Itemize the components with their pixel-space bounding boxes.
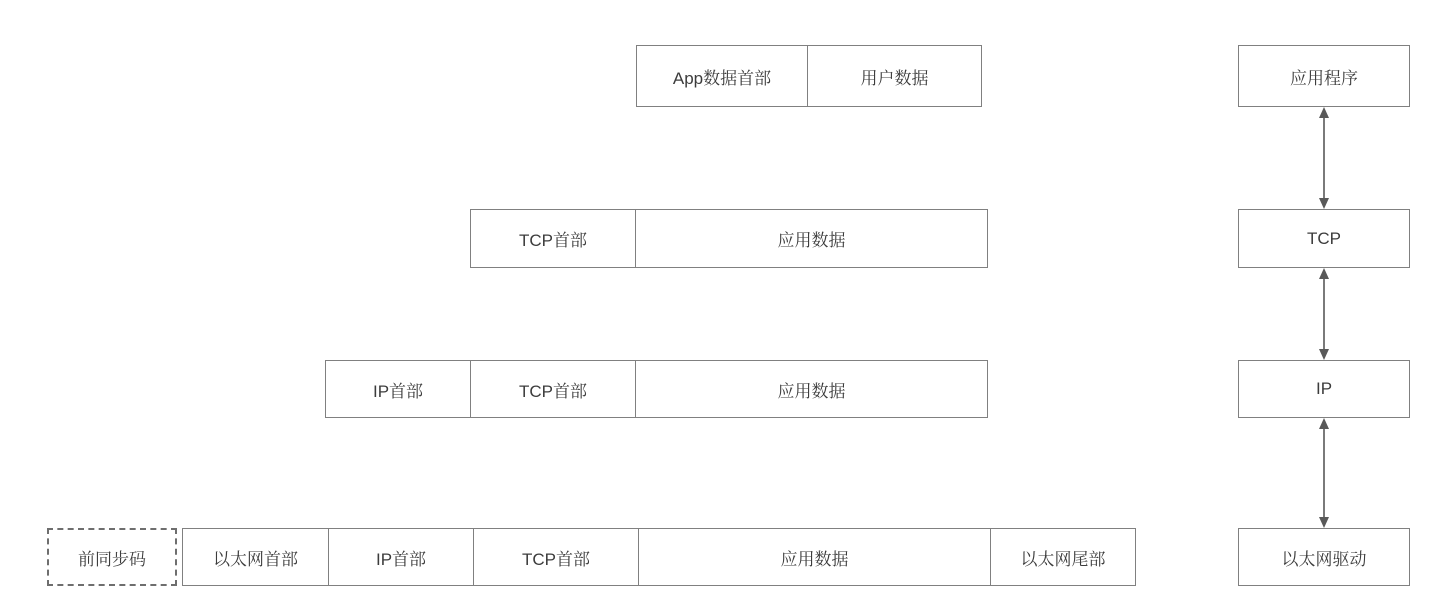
cell-app-data: 应用数据 (635, 360, 988, 418)
cell-app-data: 应用数据 (638, 528, 991, 586)
cell-user-data: 用户数据 (807, 45, 982, 107)
stack-box-tcp: TCP (1238, 209, 1410, 268)
application-layer-row (636, 45, 982, 107)
arrow-application-tcp (1308, 107, 1340, 209)
network-layer-row (325, 360, 988, 418)
link-layer-row (47, 528, 1136, 586)
stack-box-ip: IP (1238, 360, 1410, 418)
cell-app-data: 应用数据 (635, 209, 988, 268)
arrow-ip-ethernet-driver (1308, 418, 1340, 528)
cell-tcp-header: TCP首部 (470, 209, 636, 268)
stack-box-ethernet-driver: 以太网驱动 (1238, 528, 1410, 586)
cell-tcp-header: TCP首部 (473, 528, 639, 586)
cell-app-header: App数据首部 (636, 45, 808, 107)
cell-tcp-header: TCP首部 (470, 360, 636, 418)
cell-ethernet-header: 以太网首部 (182, 528, 329, 586)
transport-layer-row (470, 209, 988, 268)
cell-ip-header: IP首部 (328, 528, 474, 586)
arrow-tcp-ip (1308, 268, 1340, 360)
stack-box-application: 应用程序 (1238, 45, 1410, 107)
cell-ip-header: IP首部 (325, 360, 471, 418)
cell-preamble: 前同步码 (47, 528, 177, 586)
cell-ethernet-trailer: 以太网尾部 (990, 528, 1136, 586)
